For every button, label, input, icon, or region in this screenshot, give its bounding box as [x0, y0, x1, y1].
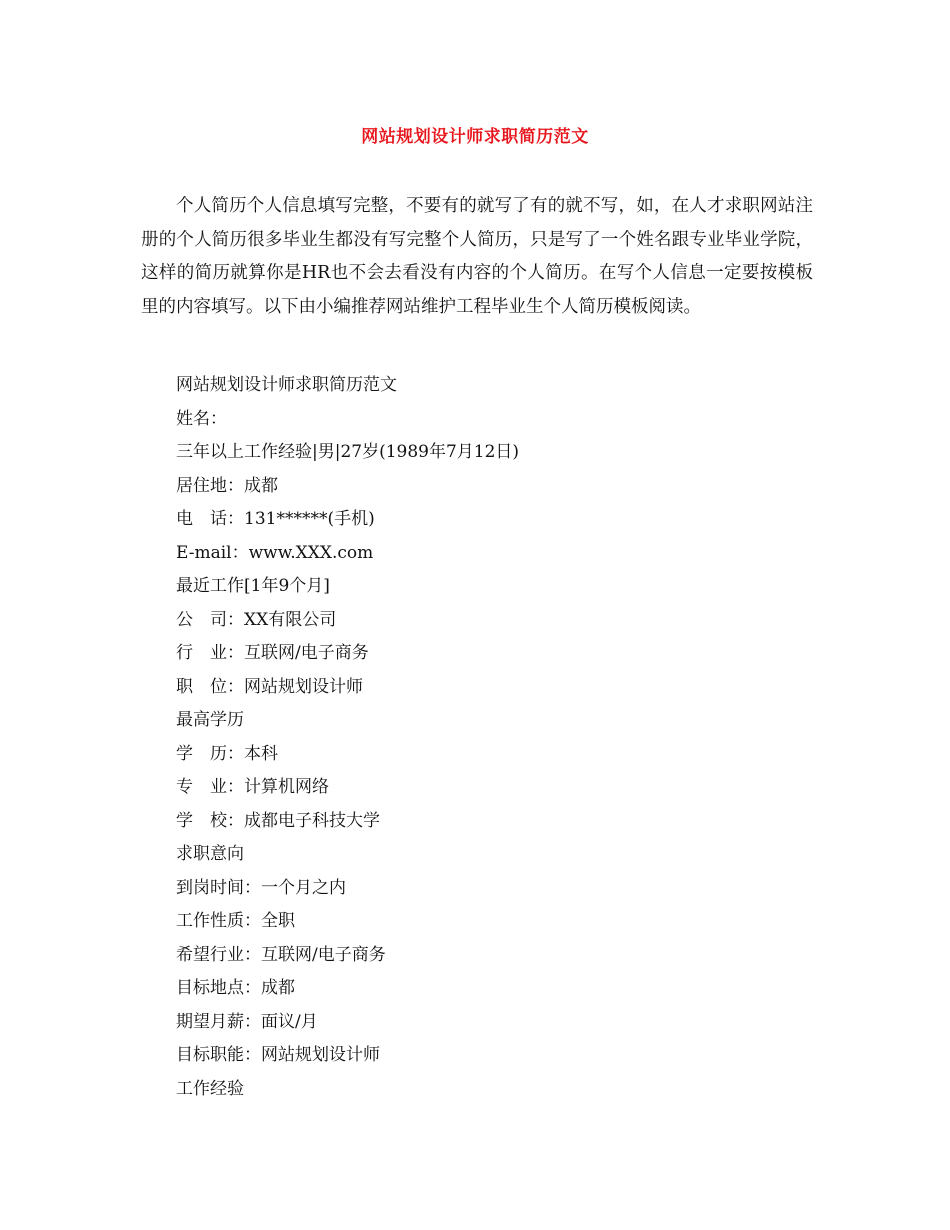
- resume-line: 专 业：计算机网络: [176, 777, 329, 797]
- resume-line: 目标地点：成都: [176, 978, 295, 998]
- document-title: 网站规划设计师求职简历范文: [361, 127, 589, 147]
- resume-line: 工作性质：全职: [176, 911, 295, 931]
- resume-line: 学 校：成都电子科技大学: [176, 810, 380, 831]
- resume-line: 工作经验: [176, 1078, 244, 1099]
- resume-line: 公 司：XX有限公司: [176, 609, 337, 630]
- resume-line: 电 话：131******(手机): [176, 509, 375, 529]
- resume-line: 职 位：网站规划设计师: [176, 676, 363, 697]
- resume-line: 最近工作[1年9个月]: [176, 576, 330, 596]
- resume-line: 居住地：成都: [176, 475, 278, 496]
- intro-paragraph: 个人简历个人信息填写完整，不要有的就写了有的就不写，如，在人才求职网站注册的个人简历很多毕业生都没有写完整个人简历，只是写了一个姓名跟专业毕业学院，这样的简历就算你是HR也不会去看没有内容的个人简历。在写个人信息一定要按模板里的内容填写。以下由小编推荐网站维护工程毕业生个人简历模板阅读。: [141, 196, 813, 317]
- resume-line: 到岗时间：一个月之内: [176, 877, 346, 898]
- resume-lines: [176, 369, 816, 1106]
- resume-line: 学 历：本科: [176, 743, 278, 764]
- resume-line: 目标职能：网站规划设计师: [176, 1045, 380, 1065]
- resume-line: 姓名：: [176, 408, 227, 429]
- resume-line: 求职意向: [176, 844, 244, 864]
- resume-line: E-mail：www.XXX.com: [176, 542, 374, 563]
- resume-line: 希望行业：互联网/电子商务: [176, 944, 386, 965]
- resume-line: 期望月薪：面议/月: [176, 1011, 318, 1032]
- resume-line: 网站规划设计师求职简历范文: [176, 375, 397, 395]
- resume-line: 行 业：互联网/电子商务: [176, 643, 369, 663]
- resume-line: 三年以上工作经验|男|27岁(1989年7月12日): [176, 442, 520, 462]
- resume-line: 最高学历: [176, 710, 244, 730]
